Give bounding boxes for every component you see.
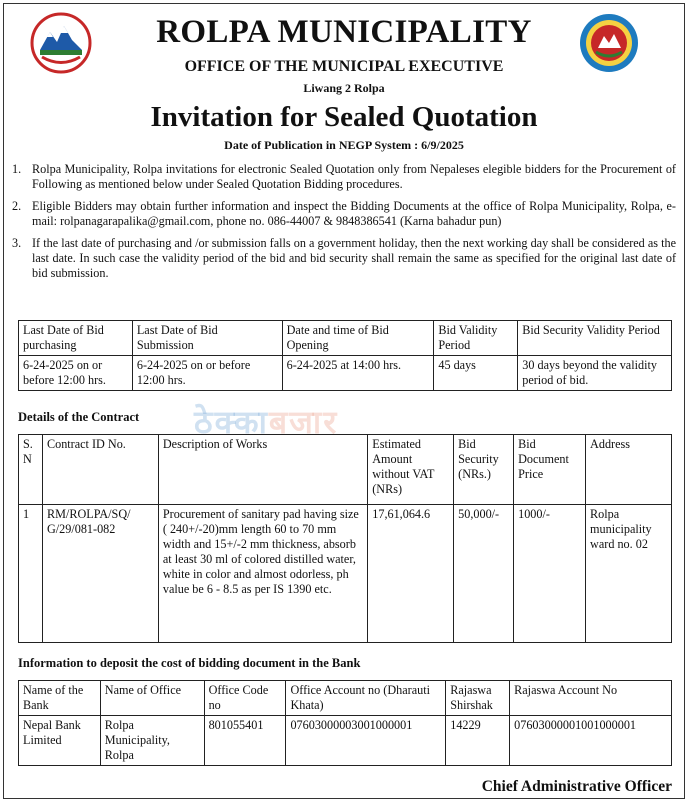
- table-header-cell: Description of Works: [158, 435, 367, 505]
- clause-item: [12, 162, 676, 192]
- watermark-part-2: बजार: [268, 403, 339, 441]
- table-row: [19, 716, 672, 766]
- table-cell: 30 days beyond the validity period of bid.: [518, 356, 672, 391]
- notice-page: [3, 3, 685, 799]
- signature-title: Chief Administrative Officer: [481, 778, 672, 795]
- publication-date: Date of Publication in NEGP System : 6/9/2025: [224, 138, 464, 152]
- clause-item: [12, 236, 676, 281]
- table-header-row: [19, 681, 672, 716]
- table-cell: 6-24-2025 on or before 12:00 hrs.: [132, 356, 282, 391]
- bank-info-table: [18, 680, 672, 766]
- office-location: Liwang 2 Rolpa: [303, 81, 385, 95]
- table-cell: Rolpa Municipality, Rolpa: [100, 716, 204, 766]
- table-header-cell: S. N: [19, 435, 43, 505]
- table-header-cell: Rajaswa Shirshak: [446, 681, 510, 716]
- table-cell: 14229: [446, 716, 510, 766]
- clause-number: 2.: [12, 199, 22, 213]
- clause-text: Eligible Bidders may obtain further information and inspect the Bidding Documents at the office of Rolpa Municipality, Rolpa, e-mail: rolpanagarapalika@gmail.com, phone no. 086-44007 & 9848386541 (Karna bahadur pun): [32, 199, 676, 228]
- table-header-cell: Name of the Bank: [19, 681, 101, 716]
- table-header-cell: Estimated Amount without VAT (NRs): [368, 435, 454, 505]
- table-header-cell: Last Date of Bid Submission: [132, 321, 282, 356]
- table-row: [19, 505, 672, 643]
- table-row: [19, 356, 672, 391]
- watermark-part-1: ठेक्का: [194, 403, 269, 441]
- bid-dates-table: [18, 320, 672, 391]
- notice-title: Invitation for Sealed Quotation: [150, 101, 538, 133]
- clause-number: 3.: [12, 236, 22, 250]
- clause-text: Rolpa Municipality, Rolpa invitations for electronic Sealed Quotation only from Nepaleses elegible bidders for the Procurement of Following as mentioned below under Sealed Quotation Bidding procedures.: [32, 162, 676, 191]
- table-cell: 1: [19, 505, 43, 643]
- table-header-cell: Contract ID No.: [42, 435, 158, 505]
- table-header-cell: Bid Security (NRs.): [454, 435, 514, 505]
- table-cell: RM/ROLPA/SQ/ G/29/081-082: [42, 505, 158, 643]
- clause-number: 1.: [12, 162, 22, 176]
- clause-text: If the last date of purchasing and /or submission falls on a government holiday, then the next working day shall be considered as the last date. In such case the validity period of the bid and bid security shall remain the same as specified for the original last date of bid submission.: [32, 236, 676, 280]
- office-name: OFFICE OF THE MUNICIPAL EXECUTIVE: [184, 58, 504, 75]
- table-header-cell: Rajaswa Account No: [510, 681, 672, 716]
- table-cell: 50,000/-: [454, 505, 514, 643]
- table-cell: Procurement of sanitary pad having size ( 240+/-20)mm length 60 to 70 mm width and 15+/-2 mm thickness, absorb at least 30 ml of colored distilled water, white in color and almost odorless, ph value be 6 - 8.5 as per IS 1390 etc.: [158, 505, 367, 643]
- table-header-cell: Bid Security Validity Period: [518, 321, 672, 356]
- table-header-cell: Address: [586, 435, 672, 505]
- table-cell: 17,61,064.6: [368, 505, 454, 643]
- table-cell: 801055401: [204, 716, 286, 766]
- table-cell: 1000/-: [514, 505, 586, 643]
- clauses-list: [12, 162, 676, 288]
- table-cell: Nepal Bank Limited: [19, 716, 101, 766]
- table-cell: 07603000001001000001: [510, 716, 672, 766]
- table-header-cell: Last Date of Bid purchasing: [19, 321, 133, 356]
- table-header-row: [19, 321, 672, 356]
- table-header-cell: Name of Office: [100, 681, 204, 716]
- contract-details-heading: Details of the Contract: [18, 410, 140, 424]
- table-header-cell: Bid Document Price: [514, 435, 586, 505]
- table-cell: 6-24-2025 on or before 12:00 hrs.: [19, 356, 133, 391]
- table-header-cell: Office Code no: [204, 681, 286, 716]
- clause-item: [12, 199, 676, 229]
- contract-details-table: [18, 434, 672, 643]
- table-header-row: [19, 435, 672, 505]
- table-header-cell: Bid Validity Period: [434, 321, 518, 356]
- table-cell: 45 days: [434, 356, 518, 391]
- municipality-name: ROLPA MUNICIPALITY: [156, 14, 532, 50]
- table-header-cell: Date and time of Bid Opening: [282, 321, 434, 356]
- table-cell: 07603000003001000001: [286, 716, 446, 766]
- table-cell: Rolpa municipality ward no. 02: [586, 505, 672, 643]
- table-cell: 6-24-2025 at 14:00 hrs.: [282, 356, 434, 391]
- bank-info-heading: Information to deposit the cost of bidding document in the Bank: [18, 656, 361, 670]
- table-header-cell: Office Account no (Dharauti Khata): [286, 681, 446, 716]
